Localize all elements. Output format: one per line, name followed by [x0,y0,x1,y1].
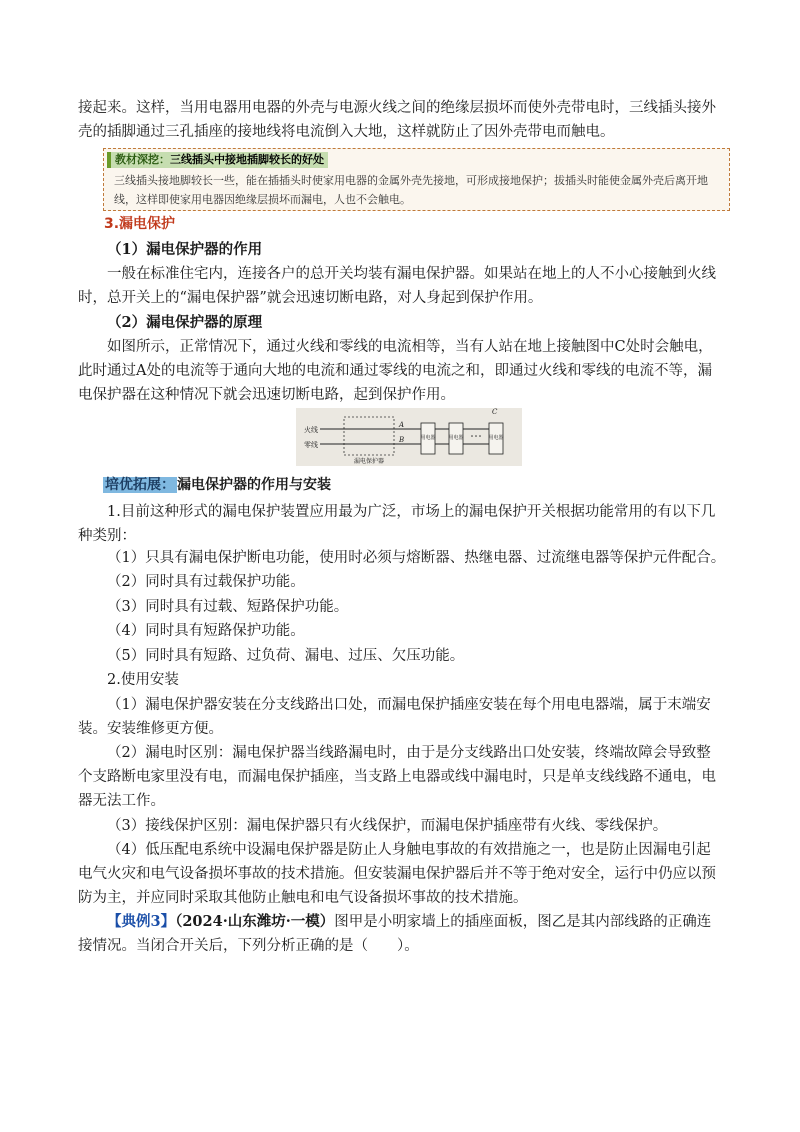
install-item-2: （2）漏电时区别：漏电保护器当线路漏电时，由于是分支线路出口处安装，终端故障会导致整个支路断电家里没有电，而漏电保护插座，当支路上电器或线中漏电时，只是单支线线路不通电，电器无法工作。 [78,745,716,809]
extension-heading [103,475,331,495]
sub1-heading: （1）漏电保护器的作用 [107,241,263,258]
example-text: 图甲是小明家墙上的插座面板，图乙是其内部线路的正确连接情况。当闭合开关后，下列分析正确的是（ ）。 [78,914,712,954]
example-source: （2024·山东潍坊·一模） [175,913,335,930]
point-c-label: C [492,408,498,416]
install-item-1: （1）漏电保护器安装在分支线路出口处，而漏电保护插座安装在每个用电电器端，属于末端安装。安装维修更方便。 [78,697,711,737]
textbook-insight-box [103,148,730,211]
sub1-body: 一般在标准住宅内，连接各户的总开关均装有漏电保护器。如果站在地上的人不小心接触到火线时，总开关上的“漏电保护器”就会迅速切断电路，对人身起到保护作用。 [78,266,716,306]
example-tag: 【典例3】 [107,913,176,930]
extension-item-1: （1）只具有漏电保护断电功能，使用时必须与熔断器、热继电器、过流继电器等保护元件配合。 [107,550,726,566]
box-title: 三线插头中接地插脚较长的好处 [170,153,324,166]
install-item-4: （4）低压配电系统中设漏电保护器是防止人身触电事故的有效措施之一，也是防止因漏电引起电气火灾和电气设备损坏事故的技术措施。但安装漏电保护器后并不等于绝对安全，运行中仍应以预防为主，并应同时采取其他防止触电和电气设备损坏事故的技术措施。 [78,842,716,906]
extension-item-4: （4）同时具有短路保护功能。 [107,623,305,639]
point-a-label: A [399,421,405,429]
sub2-body: 如图所示，正常情况下，通过火线和零线的电流相等，当有人站在地上接触图中C处时会触电，此时通过A处的电流等于通向大地的电流和通过零线的电流之和，即通过火线和零线的电流不等，漏电保护器在这种情况下就会迅速切断电路，起到保护作用。 [78,339,713,403]
install-item-3: （3）接线保护区别：漏电保护器只有火线保护，而漏电保护插座带有火线、零线保护。 [107,818,668,834]
neutral-wire-label: 零线 [304,441,318,449]
appliance-3-label: 用电器 [488,435,504,441]
sub2-heading: （2）漏电保护器的原理 [107,314,263,331]
protector-label: 漏电保护器 [353,458,385,465]
extension-p2: 2.使用安装 [107,672,179,688]
leakage-protector-circuit-figure [296,408,522,466]
extension-item-3: （3）同时具有过载、短路保护功能。 [107,599,349,615]
extension-tag: 培优拓展： [105,477,175,493]
box-text: 三线插头接地脚较长一些，能在插插头时使家用电器的金属外壳先接地，可形成接地保护；拔插头时能使金属外壳后离开地线，这样即使家用电器因绝缘层损坏而漏电，人也不会触电。 [114,174,708,206]
example-3 [78,910,724,958]
live-wire-label: 火线 [304,426,318,434]
box-tag: 教材深挖： [115,153,170,166]
extension-item-2: （2）同时具有过载保护功能。 [107,574,305,590]
appliance-2-label: 用电器 [448,435,464,441]
appliance-1-label: 用电器 [420,435,436,441]
extension-item-5: （5）同时具有短路、过负荷、漏电、过压、欠压功能。 [107,648,465,664]
intro-paragraph: 接起来。这样，当用电器用电器的外壳与电源火线之间的绝缘层损坏而使外壳带电时，三线插头接外壳的插脚通过三孔插座的接地线将电流倒入大地，这样就防止了因外壳带电而触电。 [78,100,716,140]
extension-p1: 1.目前这种形式的漏电保护装置应用最为广泛，市场上的漏电保护开关根据功能常用的有以下几种类别： [78,504,716,544]
section-heading-3: 3.漏电保护 [104,216,176,232]
box-heading [107,152,328,168]
extension-title: 漏电保护器的作用与安装 [177,477,331,493]
point-b-label: B [399,436,405,444]
